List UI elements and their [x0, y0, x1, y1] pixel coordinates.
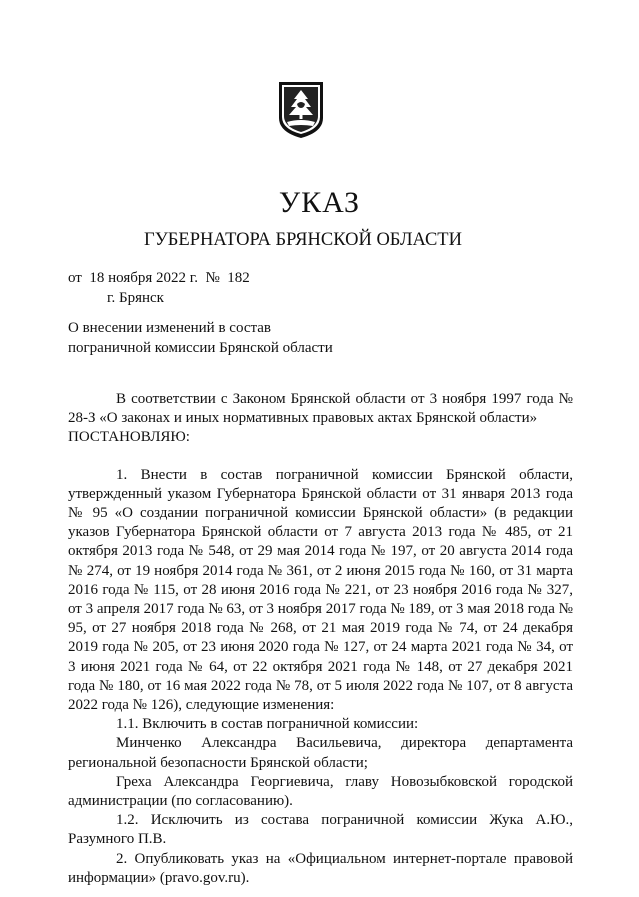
- paragraph-2: 2. Опубликовать указ на «Официальном интернет-портале правовой информации» (pravo.gov.ru).: [68, 850, 573, 886]
- preamble-paragraph: В соответствии с Законом Брянской области от 3 ноября 1997 года № 28-З «О законах и иных нормативных правовых актах Брянской области»: [68, 391, 573, 427]
- paragraph-1: 1. Внести в состав пограничной комиссии Брянской области, утвержденный указом Губернатора Брянской области от 31 января 2013 года № 95 «О создании пограничной комиссии Брянской области» (в редакции указов Губернатора Брянской области от 7 августа 2013 года № 485, от 21 октября 2013 года № 548, от 29 мая 2014 года № 197, от 20 августа 2014 года № 274, от 19 ноября 2014 года № 361, от 2 июня 2015 года № 160, от 31 марта 2016 года № 115, от 28 июня 2016 года № 221, от 23 ноября 2016 года № 327, от 3 апреля 2017 года № 63, от 3 ноября 2017 года № 189, от 3 мая 2018 года № 95, от 27 ноября 2018 года № 268, от 21 мая 2019 года № 74, от 24 декабря 2019 года № 205, от 23 июня 2020 года № 127, от 24 марта 2021 года № 34, от 3 июня 2021 года № 64, от 22 октября 2021 года № 148, от 27 декабря 2021 года № 180, от 16 мая 2022 года № 78, от 5 июля 2022 года № 107, от 8 августа 2022 года № 126), следующие изменения:: [68, 466, 573, 714]
- paragraph-1-1: 1.1. Включить в состав пограничной комиссии:: [116, 716, 419, 733]
- document-dateline: от 18 ноября 2022 г. № 182: [68, 270, 250, 286]
- document-title: УКАЗ: [278, 186, 361, 219]
- document-subject: О внесении изменений в состав пограничной комиссии Брянской области: [68, 320, 333, 356]
- decree-word: ПОСТАНОВЛЯЮ:: [68, 429, 190, 446]
- paragraph-1-1-a: Минченко Александра Васильевича, директора департамента региональной безопасности Брянской области;: [68, 735, 573, 771]
- paragraph-1-2: 1.2. Исключить из состава пограничной комиссии Жука А.Ю., Разумного П.В.: [68, 812, 573, 848]
- coat-of-arms-icon: [277, 80, 325, 140]
- document-subtitle: ГУБЕРНАТОРА БРЯНСКОЙ ОБЛАСТИ: [144, 230, 462, 250]
- paragraph-1-1-b: Греха Александра Георгиевича, главу Новозыбковской городской администрации (по согласованию).: [68, 773, 573, 810]
- document-body: [68, 390, 573, 888]
- document-city: г. Брянск: [107, 290, 164, 306]
